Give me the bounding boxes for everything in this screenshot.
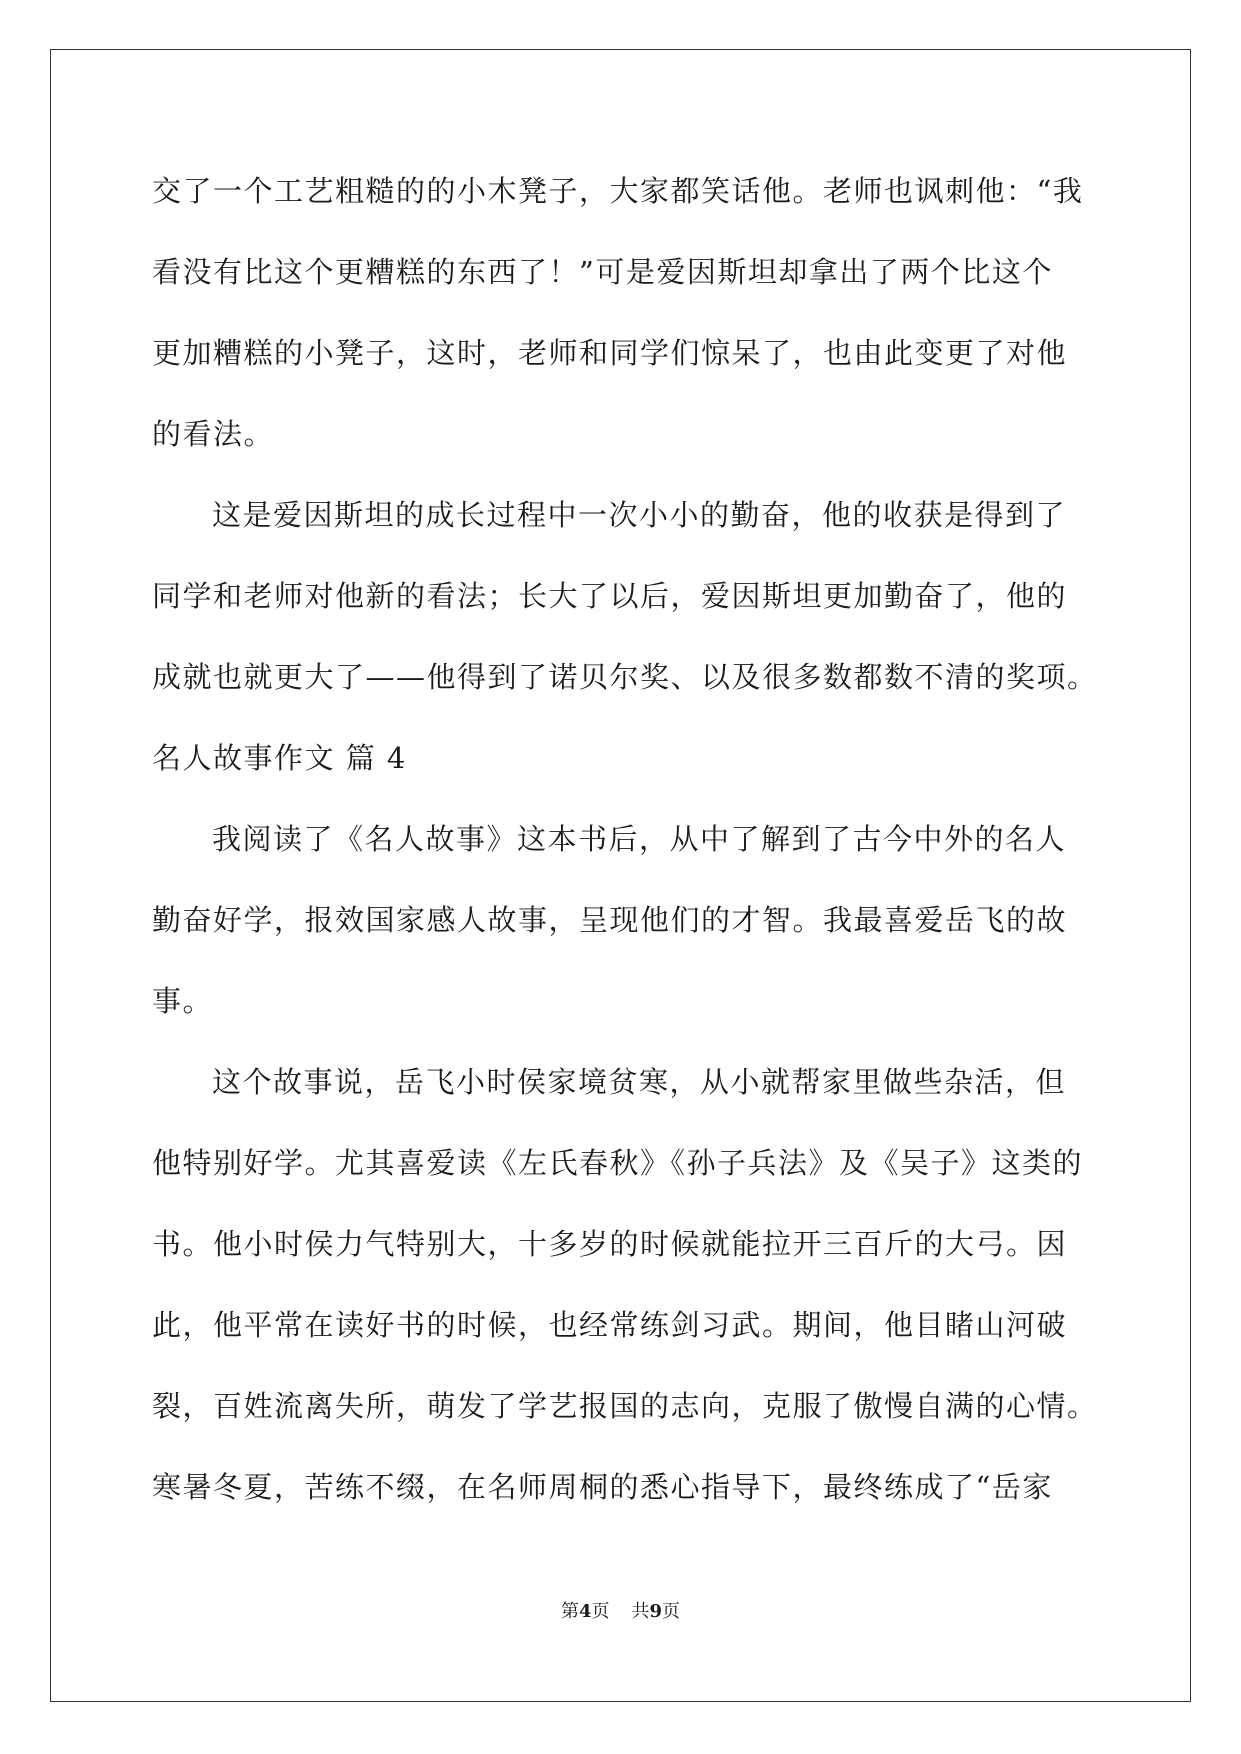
text-line: 这个故事说，岳飞小时侯家境贫寒，从小就帮家里做些杂活，但 bbox=[212, 1065, 1067, 1099]
page-unit: 页 bbox=[591, 1601, 610, 1622]
total-unit: 页 bbox=[662, 1601, 681, 1622]
text-line: 交了一个工艺粗糙的的小木凳子，大家都笑话他。老师也讽刺他：“我 bbox=[152, 174, 1084, 208]
total-page-number: 9 bbox=[649, 1601, 663, 1622]
text-line: 裂，百姓流离失所，萌发了学艺报国的志向，克服了傲慢自满的心情。 bbox=[152, 1389, 1098, 1423]
text-line: 更加糟糕的小凳子，这时，老师和同学们惊呆了，也由此变更了对他 bbox=[152, 336, 1068, 370]
current-page-number: 4 bbox=[578, 1601, 592, 1622]
text-line: 看没有比这个更糟糕的东西了！”可是爱因斯坦却拿出了两个比这个 bbox=[152, 255, 1053, 289]
text-line: 他特别好学。尤其喜爱读《左氏春秋》《孙子兵法》及《吴子》这类的 bbox=[152, 1146, 1084, 1180]
text-line: 此，他平常在读好书的时候，也经常练剑习武。期间，他目睹山河破 bbox=[152, 1308, 1068, 1342]
text-line: 事。 bbox=[152, 984, 214, 1018]
page-prefix: 第 bbox=[560, 1601, 579, 1622]
text-line: 书。他小时侯力气特别大，十多岁的时候就能拉开三百斤的大弓。因 bbox=[152, 1227, 1068, 1261]
text-line: 的看法。 bbox=[152, 417, 275, 451]
page-border bbox=[50, 49, 1191, 1702]
text-line: 我阅读了《名人故事》这本书后，从中了解到了古今中外的名人 bbox=[212, 822, 1067, 856]
text-line: 成就也就更大了——他得到了诺贝尔奖、以及很多数都数不清的奖项。 bbox=[152, 660, 1098, 694]
text-line: 这是爱因斯坦的成长过程中一次小小的勤奋，他的收获是得到了 bbox=[212, 498, 1067, 532]
text-line: 勤奋好学，报效国家感人故事，呈现他们的才智。我最喜爱岳飞的故 bbox=[152, 903, 1068, 937]
total-prefix: 共 bbox=[631, 1601, 650, 1622]
page-footer bbox=[0, 1600, 1241, 1624]
section-heading: 名人故事作文 篇 4 bbox=[152, 741, 407, 775]
text-line: 寒暑冬夏，苦练不缀，在名师周桐的悉心指导下，最终练成了“岳家 bbox=[152, 1470, 1053, 1504]
text-line: 同学和老师对他新的看法；长大了以后，爱因斯坦更加勤奋了，他的 bbox=[152, 579, 1068, 613]
